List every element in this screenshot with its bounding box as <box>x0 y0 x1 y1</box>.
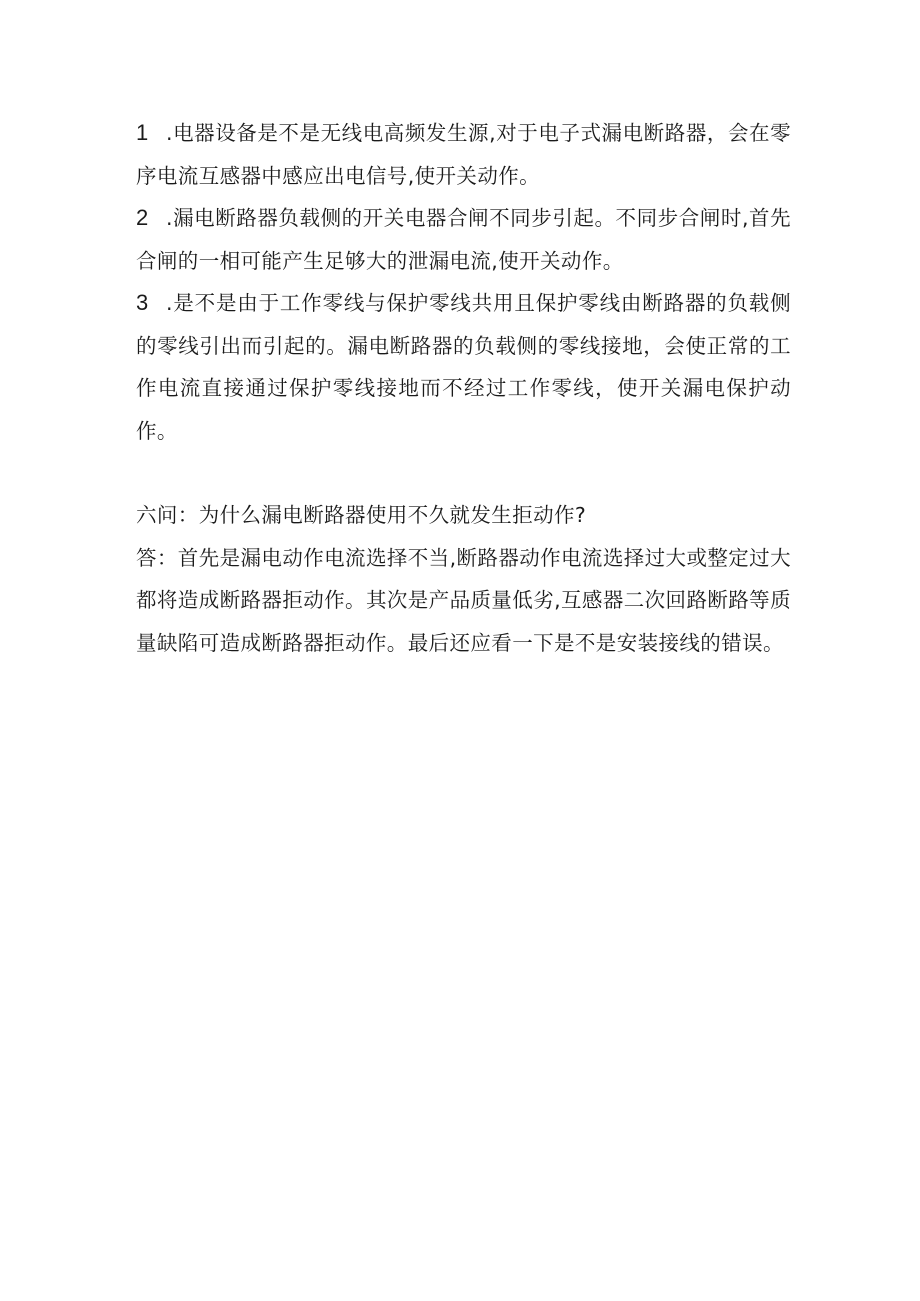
item-text: .是不是由于工作零线与保护零线共用且保护零线由断路器的负载侧的零线引出而引起的。漏电断路器的负载侧的零线接地，会使正常的工作电流直接通过保护零线接地而不经过工作零线，使开关漏电保护动作。 <box>136 291 791 443</box>
list-item <box>136 282 791 452</box>
list-item <box>136 112 791 197</box>
item-number: 1 <box>136 120 149 145</box>
item-number: 3 <box>136 290 149 315</box>
list-item <box>136 197 791 282</box>
document-body <box>136 112 791 664</box>
item-text: .漏电断路器负载侧的开关电器合闸不同步引起。不同步合闸时,首先合闸的一相可能产生足够大的泄漏电流,使开关动作。 <box>136 206 791 273</box>
question-text: 六问：为什么漏电断路器使用不久就发生拒动作? <box>136 503 587 527</box>
answer-text: 答：首先是漏电动作电流选择不当,断路器动作电流选择过大或整定过大都将造成断路器拒动作。其次是产品质量低劣,互感器二次回路断路等质量缺陷可造成断路器拒动作。最后还应看一下是不是安装接线的错误。 <box>136 545 791 655</box>
section-spacer <box>136 452 791 494</box>
item-number: 2 <box>136 205 149 230</box>
item-text: .电器设备是不是无线电高频发生源,对于电子式漏电断路器，会在零序电流互感器中感应出电信号,使开关动作。 <box>136 121 791 188</box>
